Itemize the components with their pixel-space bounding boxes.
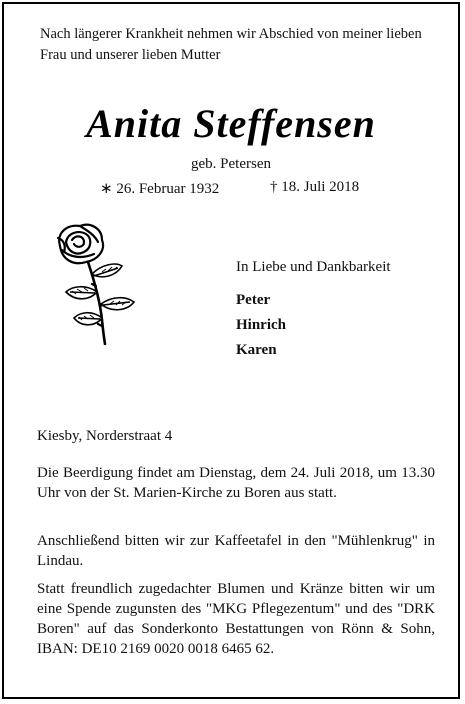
address: Kiesby, Norderstraat 4 (37, 428, 173, 444)
born-name: geb. Petersen (191, 156, 271, 172)
family-name-item: Peter (236, 292, 271, 308)
coffee-paragraph: Anschließend bitten wir zur Kaffeetafel in den "Mühlenkrug" in Lindau. (37, 533, 435, 569)
birth-date: ∗ 26. Februar 1932 (100, 181, 220, 197)
intro-text: Nach längerer Krankheit nehmen wir Abschied von meiner lieben Frau und unserer lieben Mutter (40, 26, 422, 63)
rose-icon (50, 220, 150, 345)
family-name-item: Karen (236, 342, 277, 358)
death-date: † 18. Juli 2018 (270, 179, 360, 195)
family-names (236, 288, 286, 363)
donation-paragraph: Statt freundlich zugedachter Blumen und Kränze bitten wir um eine Spende zugunsten des "MKG Pflegezentum" und des "DRK Boren" auf das Sonderkonto Bestattungen von Rönn & Sohn, IBAN: DE10 2169 0020 0018 6465 62. (37, 581, 435, 657)
family-name-item: Hinrich (236, 317, 287, 333)
obituary-notice (2, 2, 460, 699)
family-heading: In Liebe und Dankbarkeit (236, 259, 391, 275)
funeral-paragraph: Die Beerdigung findet am Dienstag, dem 24. Juli 2018, um 13.30 Uhr von der St. Marien-Kirche zu Boren aus statt. (37, 465, 435, 501)
deceased-name: Anita Steffensen (86, 101, 376, 146)
